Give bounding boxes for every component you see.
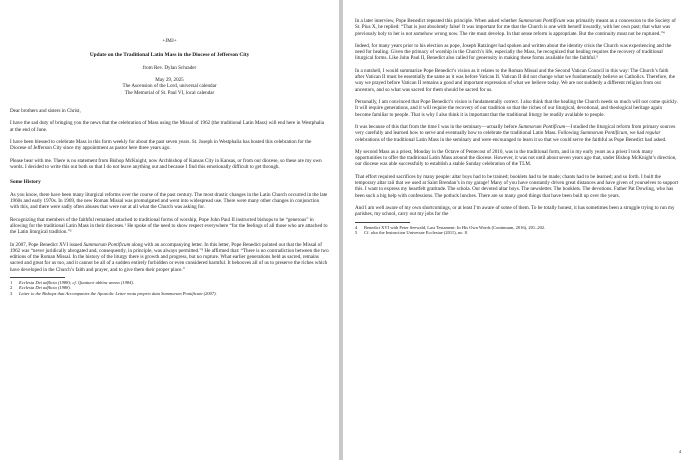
document-page-right [343,0,691,460]
paragraph: It was because of this that from the time I was in the seminary—actually before Summorum Pontificum—I studied the liturgical reform from primary sources very carefully and learned how to serve and eventually how to celebrate the traditional Latin Mass. Following Summorum Pontificum, we had regular celebrations of the traditional Latin Mass in the seminary and were encouraged to learn it so that we could serve the faithful as Pope Benedict had asked. [355,124,676,143]
paragraph: Personally, I am convinced that Pope Benedict’s vision is fundamentally correct. I also think that the healing the Church needs so much will not come quickly. It will require generations, and it will require the recovery of our tradition so that the riches of our liturgical, devotional, and theological heritage again become familiar to people. That is why I also think it is important that the traditional liturgy be readily available to people. [355,99,678,118]
paragraph: Recognizing that members of the faithful remained attached to traditional forms of worship, Pope John Paul II instructed bishops to be “generous” in allowing for the traditional Latin Mass in their dioceses.¹ He spoke of the need to show respect everywhere “for the feelings of all those who are attached to the Latin liturgical tradition.”² [10,216,328,236]
paragraph: Indeed, for many years prior to his election as pope, Joseph Ratzinger had spoken and written about the identity crisis the Church was experiencing and the need for healing. Given the primacy of worship in the Church’s life, especially the Mass, he recognized that healing requires the recovery of traditional liturgical forms. Like John Paul II, Benedict also called for generosity in making these forms available for the faithful.⁵ [355,42,672,62]
paragraph: In 2007, Pope Benedict XVI issued Summorum Pontificum along with an accompanying letter. In this letter, Pope Benedict pointed out that the Missal of 1962 was “never juridically abrogated and, consequently, in principle, was always permitted.”³ He affirmed that: “There is no contradiction between the two editions of the Roman Missal. In the history of the liturgy there is growth and progress, but no rupture. What earlier generations held as sacred, remains sacred and great for us too, and it cannot be all of a sudden entirely forbidden or even considered harmful. It behooves all of us to preserve the riches which have developed in the Church’s faith and prayer, and to give them their proper place.” [10,241,329,273]
observance-line-2: The Memorial of St. Paul VI, local calendar [124,89,215,96]
paragraph: As you know, there have been many liturgical reforms over the course of the past century. The most drastic changes in the Latin Church occurred in the late 1960s and early 1970s. In 1969, the new Roman Missal was promulgated and went into widespread use. There were many other changes in conjunction with this, and there were sadly often abuses that were not at all what the Church was asking for. [10,191,328,211]
section-heading: Some History [10,179,41,186]
footnote-divider [10,277,65,278]
footnote: 2 Ecclesia Dei adflicta (1988). [10,285,71,291]
observance-line-1: The Ascension of the Lord, universal calendar [122,83,217,90]
paragraph: My second Mass as a priest, Monday in the Octave of Pentecost of 2010, was in the traditional form, and in my early years as a priest I took many opportunities to offer the traditional Latin Mass around the diocese. However, it was not until about seven years ago that, under Bishop McKnight’s direction, our diocese was able successfully to establish a stable Sunday celebration of the TLM. [355,148,677,168]
page-number: 4 [678,449,681,454]
paragraph: I have been blessed to celebrate Mass in this form weekly for about the past seven years. St. Joseph in Westphalia has hosted this celebration for the Diocese of Jefferson City since my appointment as pastor here three years ago. [10,139,312,152]
document-page-left [0,0,339,460]
paragraph: In a nutshell, I would summarize Pope Benedict’s vision as it relates to the Roman Missal and the Second Vatican Council in this way: The Church’s faith after Vatican II must be essentially the same as it was before Vatican II. Vatican II did not change what we fundamentally believe as Catholics. Therefore, the way we prayed before Vatican II remains a good and important expression of what we believe today. We are not suddenly a different religion from our ancestors, and so what was sacred for them should be sacred for us. [355,67,675,93]
footnote: 4 Benedict XVI with Peter Seewald, Last Testament: In His Own Words (Continuum, 2016), 201–202. [355,224,546,230]
paragraph: Please bear with me. There is no statement from Bishop McKnight, now Archbishop of Kansas City in Kansas, or from our diocese, so these are my own words. I decided to write this out both so that I do not leave anything out and because I find this emotionally difficult to get through. [10,157,322,170]
author-line: from Rev. Dylan Schrader [142,64,197,71]
header-mark: +JMJ+ [162,38,177,44]
footnote-divider [355,222,410,223]
salutation: Dear brothers and sisters in Christ, [10,107,81,114]
footnote: 5 Cf. also the Instruction Universae Ecclesiae (2011), no. 8. [355,229,469,235]
paragraph: And I am well aware of my own shortcomings, or at least I’m aware of some of them. To be totally honest, it has sometimes been a struggle trying to run my parishes, my school, carry out my jobs for the [355,205,675,218]
paragraph: I have the sad duty of bringing you the news that the celebration of Mass using the Missal of 1962 (the traditional Latin Mass) will end here in Westphalia at the end of June. [10,120,325,133]
footnote: 1 Ecclesia Dei adflicta (1988); cf. Quattuor abhinc annos (1984). [10,279,134,285]
paragraph: In a later interview, Pope Benedict repeated this principle. When asked whether Summorum Pontificum was primarily meant as a concession to the Society of St. Pius X, he replied: “That is just absolutely false! It was important for me that the Church is one with herself inwardly, with her own past; that what was previously holy to her is not somehow wrong now. The rite must develop. In that sense reform is appropriate. But the continuity must not be ruptured.”⁴ [355,18,676,37]
paragraph: That effort required sacrifices by many people: altar boys had to be trained; booklets had to be made; chants had to be learned; and so forth. I built the temporary altar rail that we used at Saint Brendan’s in my garage! Many of you have constantly driven great distances and have given of yourselves to support this. I want to express my heartfelt gratitude. The schola. Our devoted altar boys. The newsletter. The booklets. The devotions. Father Pat Dowling, who has been such a big help with confessions. The potluck lunches. There are so many good things that have been built up over the years. [355,173,679,199]
date-line: May 29, 2025 [155,77,184,84]
document-title: Update on the Traditional Latin Mass in the Diocese of Jefferson City [89,52,250,59]
footnote: 3 Letter to the Bishops that Accompanies the Apostolic Letter motu proprio data Summorum Pontificum (2007). [10,290,217,296]
